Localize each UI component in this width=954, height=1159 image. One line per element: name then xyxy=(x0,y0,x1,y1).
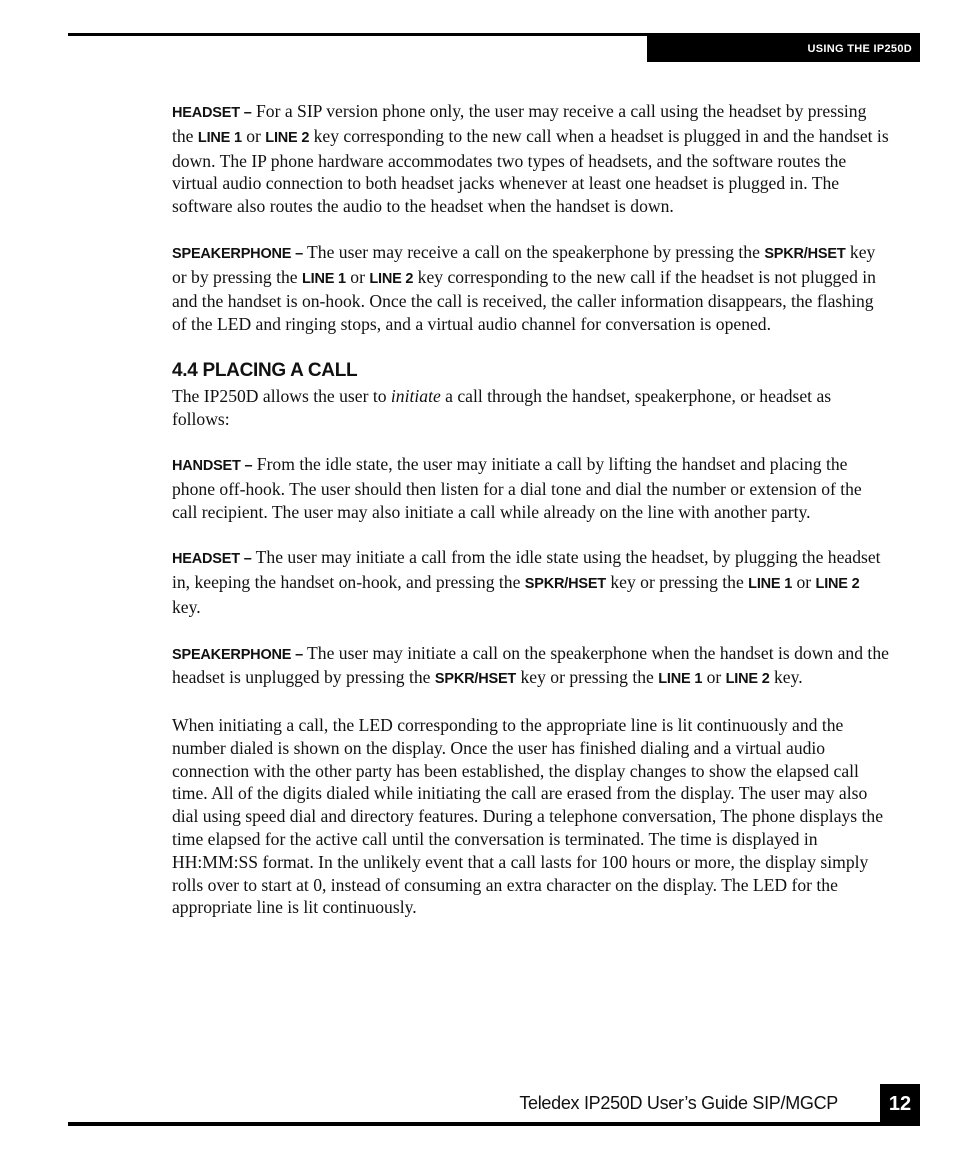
key-name: LINE 2 xyxy=(815,576,860,593)
body-text: a call through the handset, speakerphone, or headset as follows: xyxy=(172,385,832,429)
header-section-label: USING THE IP250D xyxy=(807,43,912,55)
term-label: SPEAKERPHONE – xyxy=(172,646,303,663)
body-text: The user may initiate a call on the speakerphone when the handset is down and the headset is unplugged by pressing the xyxy=(172,642,889,688)
body-text: or xyxy=(241,125,266,146)
body-text: The user may receive a call on the speakerphone by pressing the xyxy=(302,241,765,262)
receive-headset-paragraph xyxy=(172,100,890,218)
body-text: key corresponding to the new call if the headset is not plugged in and the handset is on-hook. Once the call is received, the caller information disappears, the flashing of the LED and ringing stops, and a virtual audio channel for conversation is opened. xyxy=(172,266,876,335)
key-name: LINE 2 xyxy=(725,671,770,688)
body-text: key or pressing the xyxy=(605,572,749,593)
body-text: The user may initiate a call from the idle state using the headset, by plugging the headset in, keeping the handset on-hook, and pressing the xyxy=(172,547,881,593)
term-label: SPEAKERPHONE – xyxy=(172,245,303,262)
section-heading: 4.4 PLACING A CALL xyxy=(172,359,358,381)
key-name: SPKR/HSET xyxy=(434,671,517,688)
body-text: key. xyxy=(769,667,803,688)
placing-closing-paragraph: When initiating a call, the LED corresponding to the appropriate line is lit continuously and the number dialed is shown on the display. Once the user has finished dialing and a virtual audio connection with the other party has been established, the display changes to show the elapsed call time. All of the digits dialed while initiating the call are erased from the display. The user may also dial using speed dial and directory features. During a telephone conversation, The phone displays the time elapsed for the active call until the conversation is terminated. The time is displayed in HH:MM:SS format. In the unlikely event that a call lasts for 100 hours or more, the display simply rolls over to start at 0, instead of consuming an extra character on the display. The LED for the appropriate line is lit continuously. xyxy=(172,714,884,918)
body-text: The IP250D allows the user to xyxy=(172,385,391,406)
term-label: HANDSET – xyxy=(172,458,253,475)
body-text: key. xyxy=(172,596,201,617)
body-text: For a SIP version phone only, the user may receive a call using the headset by pressing the xyxy=(172,101,867,146)
key-name: LINE 1 xyxy=(658,671,703,688)
emphasis-text: initiate xyxy=(390,385,441,406)
body-text: key or pressing the xyxy=(516,667,659,688)
body-text: or xyxy=(792,572,816,593)
header-section-tab xyxy=(647,36,920,62)
key-name: LINE 1 xyxy=(748,576,793,593)
term-label: HEADSET – xyxy=(172,105,252,121)
key-name: LINE 1 xyxy=(301,270,346,287)
page-number: 12 xyxy=(888,1092,912,1115)
key-name: LINE 2 xyxy=(265,129,310,146)
footer-guide-title: Teledex IP250D User’s Guide SIP/MGCP xyxy=(519,1093,838,1113)
placing-headset-paragraph xyxy=(172,546,890,618)
placing-intro-paragraph xyxy=(172,385,890,431)
key-name: LINE 2 xyxy=(369,270,414,287)
receive-speakerphone-paragraph xyxy=(172,241,890,336)
placing-handset-paragraph xyxy=(172,453,890,523)
body-text: key corresponding to the new call when a headset is plugged in and the handset is down. The IP phone hardware accommodates two types of headsets, and the software routes the virtual audio connection to both headset jacks whenever at least one headset is plugged in. The software also routes the audio to the headset when the handset is down. xyxy=(172,125,889,217)
footer-rule xyxy=(68,1122,920,1126)
key-name: SPKR/HSET xyxy=(524,576,606,593)
body-text: key or by pressing the xyxy=(172,241,876,287)
key-name: LINE 1 xyxy=(197,129,242,146)
page-body xyxy=(172,100,890,919)
body-text: From the idle state, the user may initiate a call by lifting the handset and placing the phone off-hook. The user should then listen for a dial tone and dial the number or extension of the call recipient. The user may also initiate a call while already on the line with another party. xyxy=(172,454,862,522)
page-number-badge xyxy=(880,1084,920,1124)
body-text: or xyxy=(345,266,370,287)
key-name: SPKR/HSET xyxy=(764,245,846,262)
body-text: or xyxy=(702,667,726,688)
placing-speakerphone-paragraph xyxy=(172,642,890,692)
term-label: HEADSET – xyxy=(172,551,252,568)
